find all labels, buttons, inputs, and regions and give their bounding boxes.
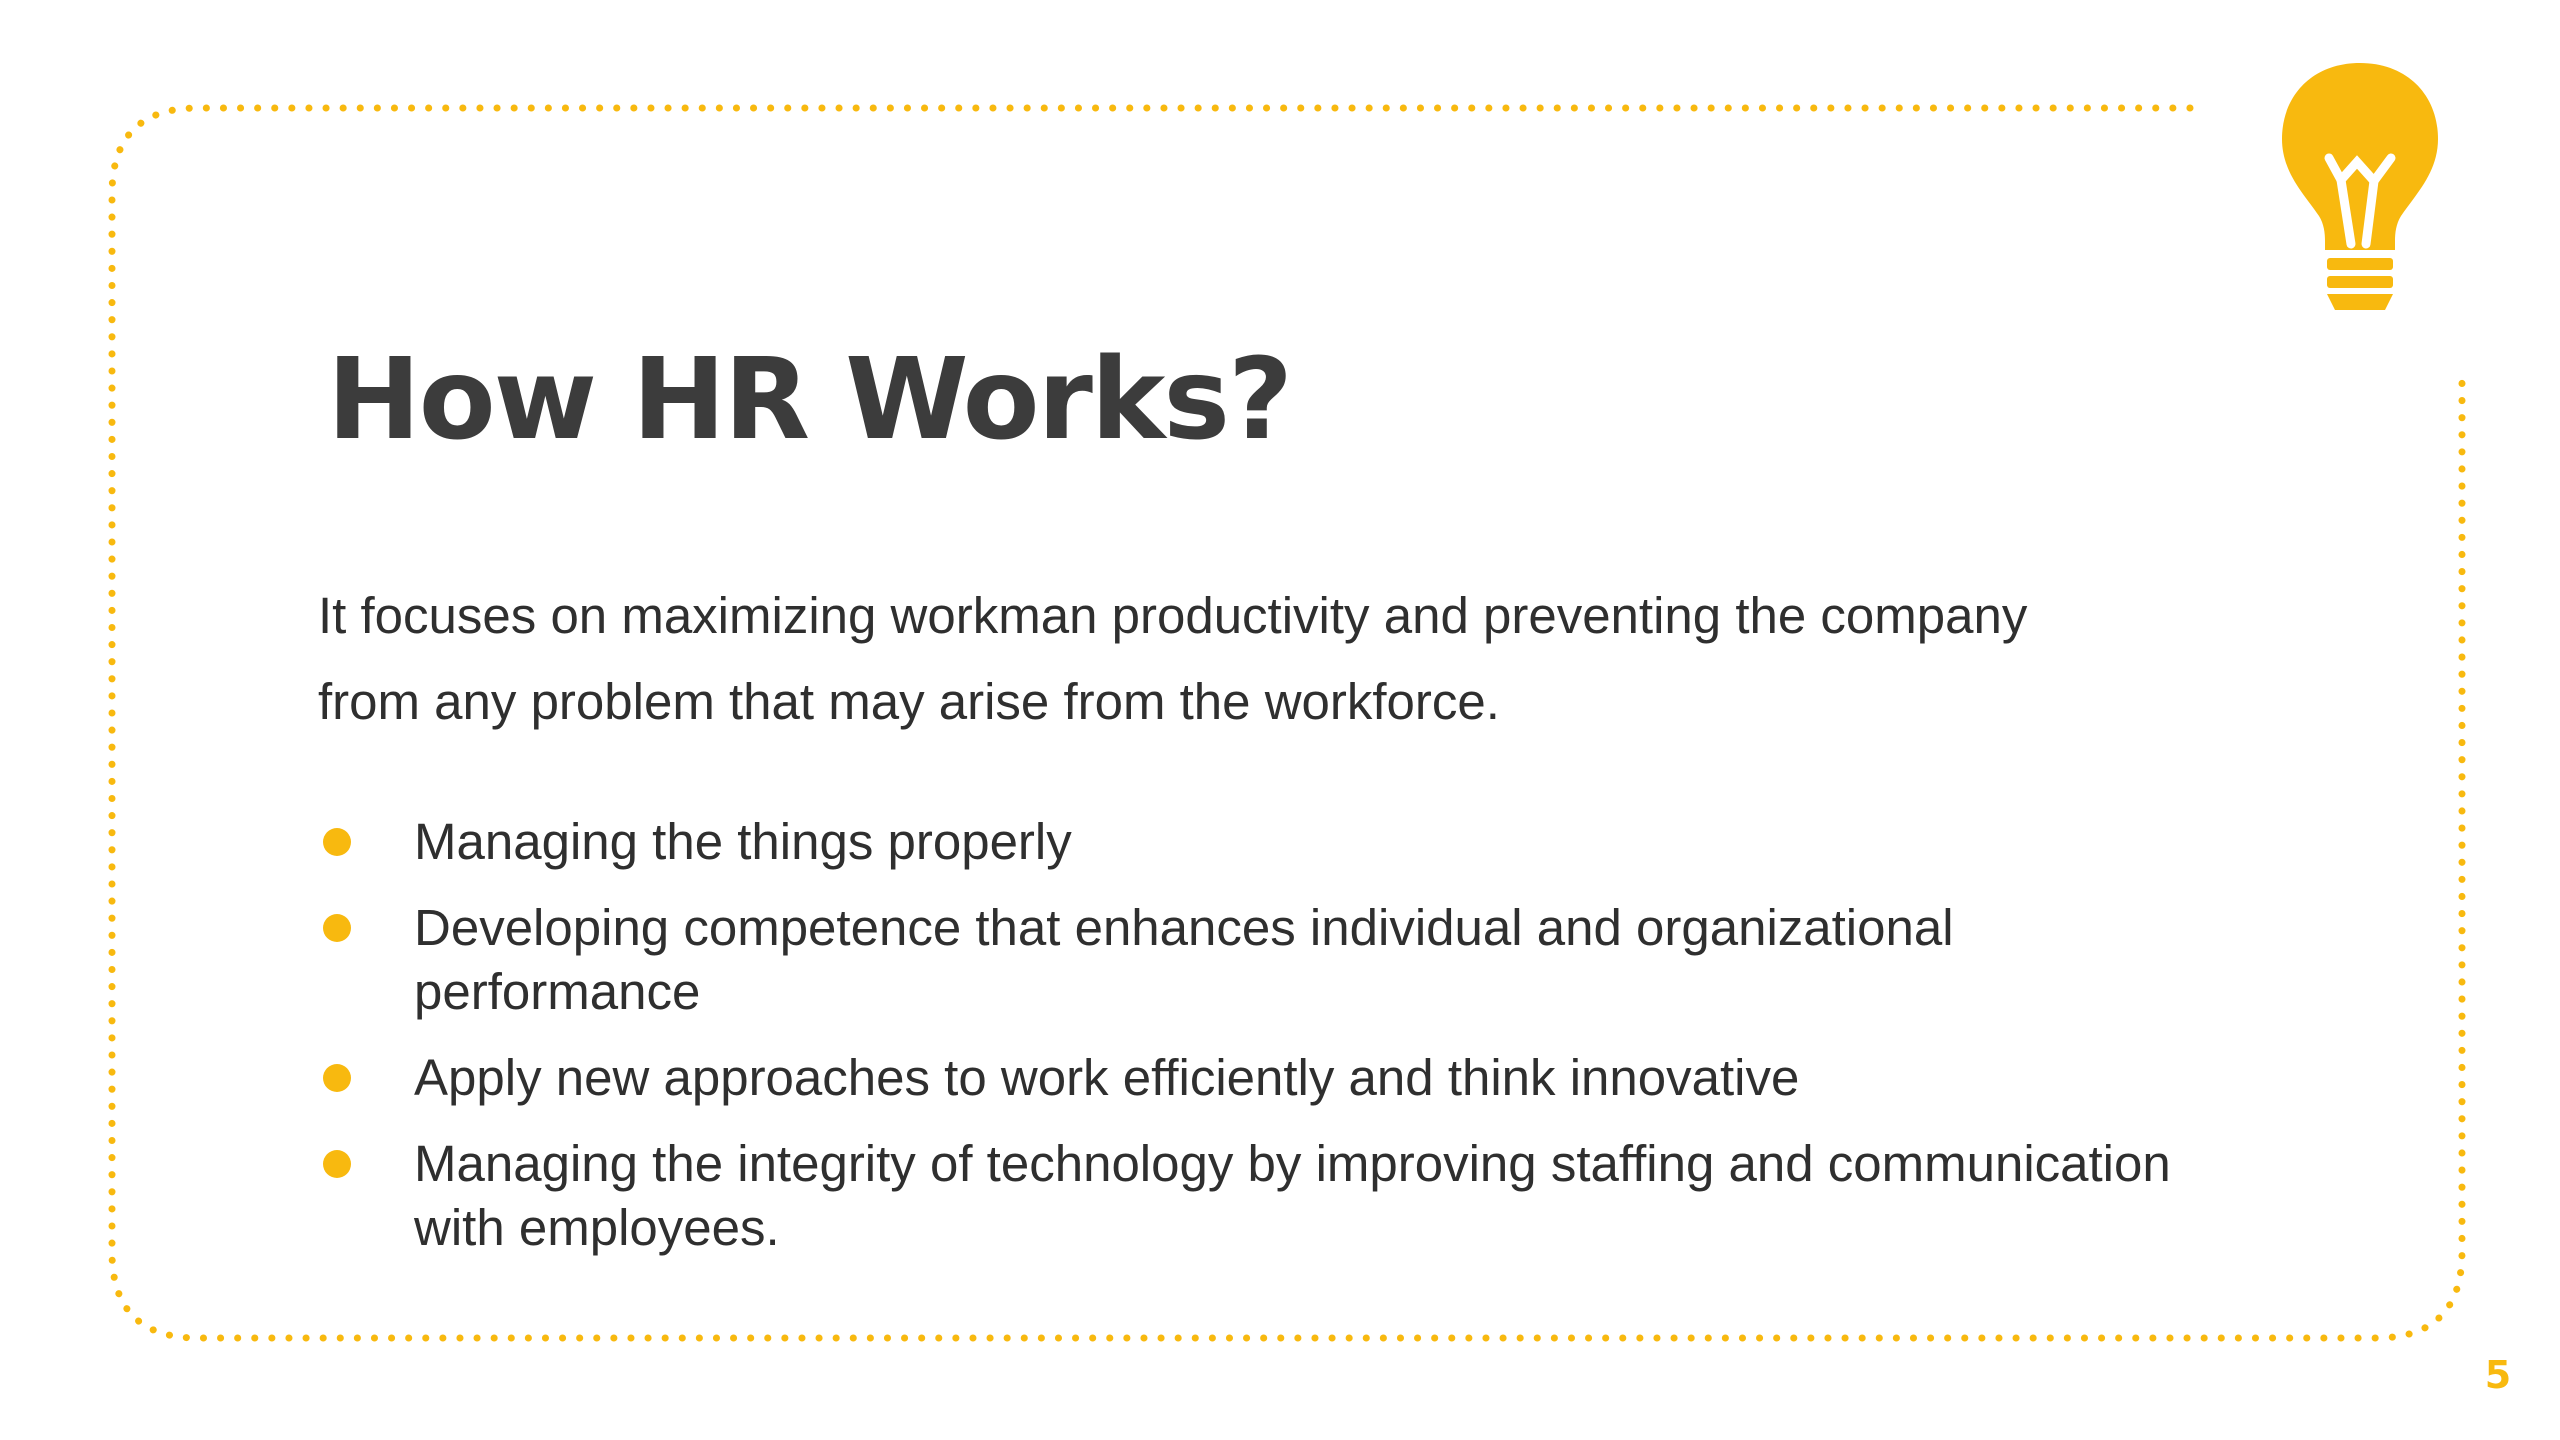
bullet-dot-icon [323, 1150, 351, 1178]
bullet-dot-icon [323, 1064, 351, 1092]
bullet-item [318, 896, 2178, 1024]
bullet-text: Apply new approaches to work efficiently and think innovative [414, 1049, 1800, 1106]
bullet-text: Managing the integrity of technology by improving staffing and communication with employees. [414, 1135, 2171, 1256]
bullet-dot-icon [323, 914, 351, 942]
bullet-item [318, 810, 2178, 874]
lightbulb-icon [2275, 60, 2445, 320]
page-number: 5 [2484, 1353, 2512, 1397]
bullet-text: Managing the things properly [414, 813, 1072, 870]
bullet-dot-icon [323, 828, 351, 856]
bullet-item [318, 1132, 2178, 1260]
bullet-item [318, 1046, 2178, 1110]
bullet-text: Developing competence that enhances individual and organizational performance [414, 899, 1954, 1020]
bullet-list [318, 810, 2178, 1282]
slide-title: How HR Works? [327, 335, 1291, 465]
intro-paragraph: It focuses on maximizing workman productivity and preventing the company from any problem that may arise from the workforce. [318, 587, 2028, 730]
